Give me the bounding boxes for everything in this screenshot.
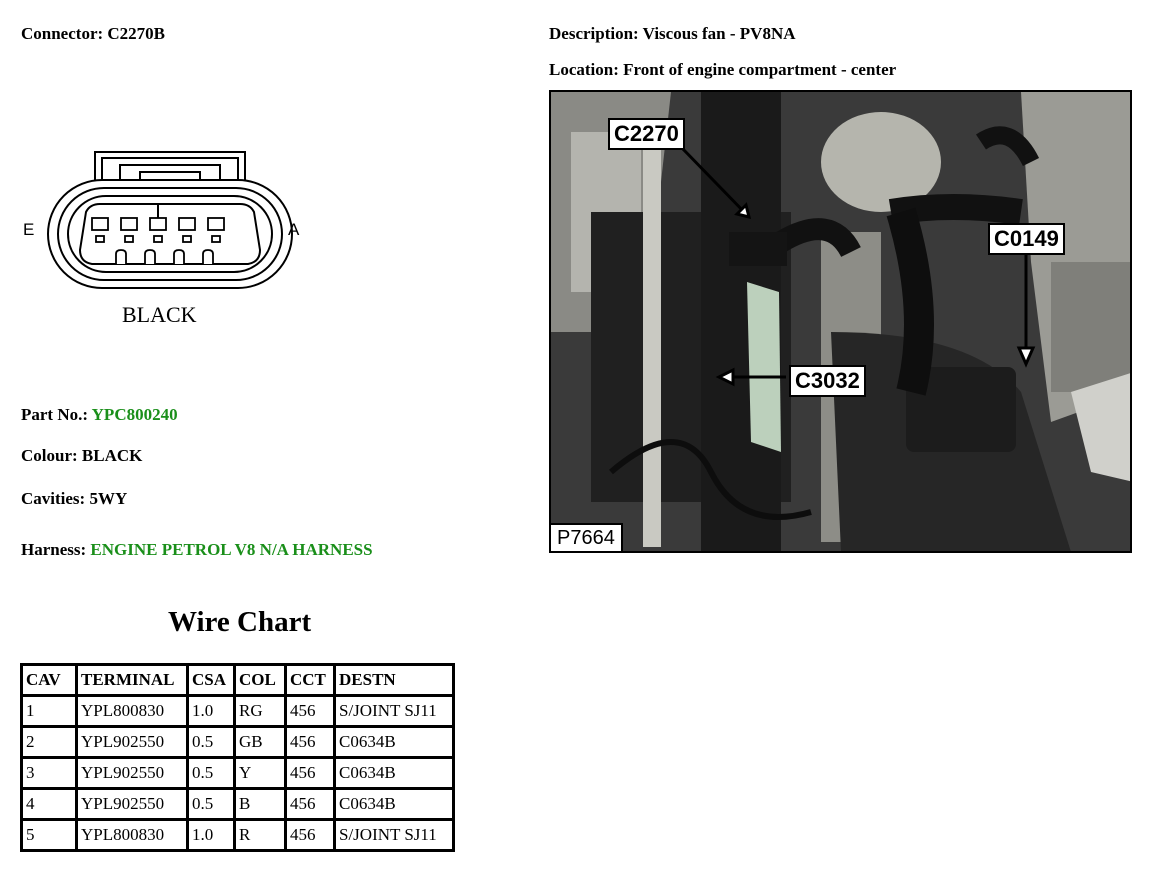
wire-chart-table — [20, 663, 455, 852]
connector-label: Connector: — [21, 24, 104, 43]
cell-destn: C0634B — [335, 789, 454, 820]
callout-c3032: C3032 — [789, 365, 866, 397]
header-destn: DESTN — [335, 665, 454, 696]
cell-col: R — [235, 820, 286, 851]
cell-col: GB — [235, 727, 286, 758]
cell-cav: 2 — [22, 727, 77, 758]
connector-color-label: BLACK — [122, 302, 197, 327]
cell-col: B — [235, 789, 286, 820]
cell-destn: S/JOINT SJ11 — [335, 696, 454, 727]
connector-value: C2270B — [107, 24, 166, 43]
cell-csa: 0.5 — [188, 758, 235, 789]
cell-destn: C0634B — [335, 727, 454, 758]
cell-csa: 0.5 — [188, 727, 235, 758]
cavities-label: Cavities: — [21, 489, 86, 508]
wire-chart-header-row — [22, 665, 454, 696]
harness-field — [21, 540, 373, 560]
cavities-field — [21, 489, 127, 509]
cell-terminal: YPL902550 — [77, 758, 188, 789]
header-cct: CCT — [286, 665, 335, 696]
cell-cav: 1 — [22, 696, 77, 727]
callout-c0149: C0149 — [988, 223, 1065, 255]
table-row — [22, 820, 454, 851]
cell-cav: 5 — [22, 820, 77, 851]
harness-label: Harness: — [21, 540, 87, 559]
connector-face-diagram — [20, 140, 320, 340]
description-label: Description: — [549, 24, 639, 43]
harness-value[interactable]: ENGINE PETROL V8 N/A HARNESS — [90, 540, 373, 559]
cell-terminal: YPL800830 — [77, 696, 188, 727]
wire-chart-title: Wire Chart — [168, 606, 312, 638]
cell-terminal: YPL800830 — [77, 820, 188, 851]
header-terminal: TERMINAL — [77, 665, 188, 696]
header-cav: CAV — [22, 665, 77, 696]
colour-value: BLACK — [81, 446, 143, 465]
cell-cct: 456 — [286, 820, 335, 851]
cell-cct: 456 — [286, 758, 335, 789]
location-value: Front of engine compartment - center — [623, 60, 897, 79]
cell-cct: 456 — [286, 696, 335, 727]
table-row — [22, 758, 454, 789]
table-row — [22, 789, 454, 820]
callout-c2270: C2270 — [608, 118, 685, 150]
part-number-value[interactable]: YPC800240 — [91, 405, 178, 424]
cell-destn: C0634B — [335, 758, 454, 789]
cell-csa: 1.0 — [188, 820, 235, 851]
cell-terminal: YPL902550 — [77, 727, 188, 758]
colour-label: Colour: — [21, 446, 78, 465]
cell-cct: 456 — [286, 727, 335, 758]
cell-cct: 456 — [286, 789, 335, 820]
cell-col: Y — [235, 758, 286, 789]
cell-terminal: YPL902550 — [77, 789, 188, 820]
part-number-label: Part No.: — [21, 405, 89, 424]
pin-a-label: A — [288, 220, 300, 239]
table-row — [22, 727, 454, 758]
cell-destn: S/JOINT SJ11 — [335, 820, 454, 851]
cavities-value: 5WY — [89, 489, 128, 508]
cell-csa: 0.5 — [188, 789, 235, 820]
location-label: Location: — [549, 60, 619, 79]
photo-reference-label: P7664 — [551, 523, 623, 551]
connector-field — [21, 24, 165, 44]
header-csa: CSA — [188, 665, 235, 696]
cell-cav: 3 — [22, 758, 77, 789]
table-row — [22, 696, 454, 727]
description-value: Viscous fan - PV8NA — [642, 24, 796, 43]
header-col: COL — [235, 665, 286, 696]
cell-col: RG — [235, 696, 286, 727]
pin-e-label: E — [23, 220, 35, 239]
colour-field — [21, 446, 142, 466]
location-photo — [549, 90, 1132, 553]
cell-csa: 1.0 — [188, 696, 235, 727]
part-number-field — [21, 405, 178, 425]
cell-cav: 4 — [22, 789, 77, 820]
description-field — [549, 24, 796, 44]
location-field — [549, 60, 896, 80]
